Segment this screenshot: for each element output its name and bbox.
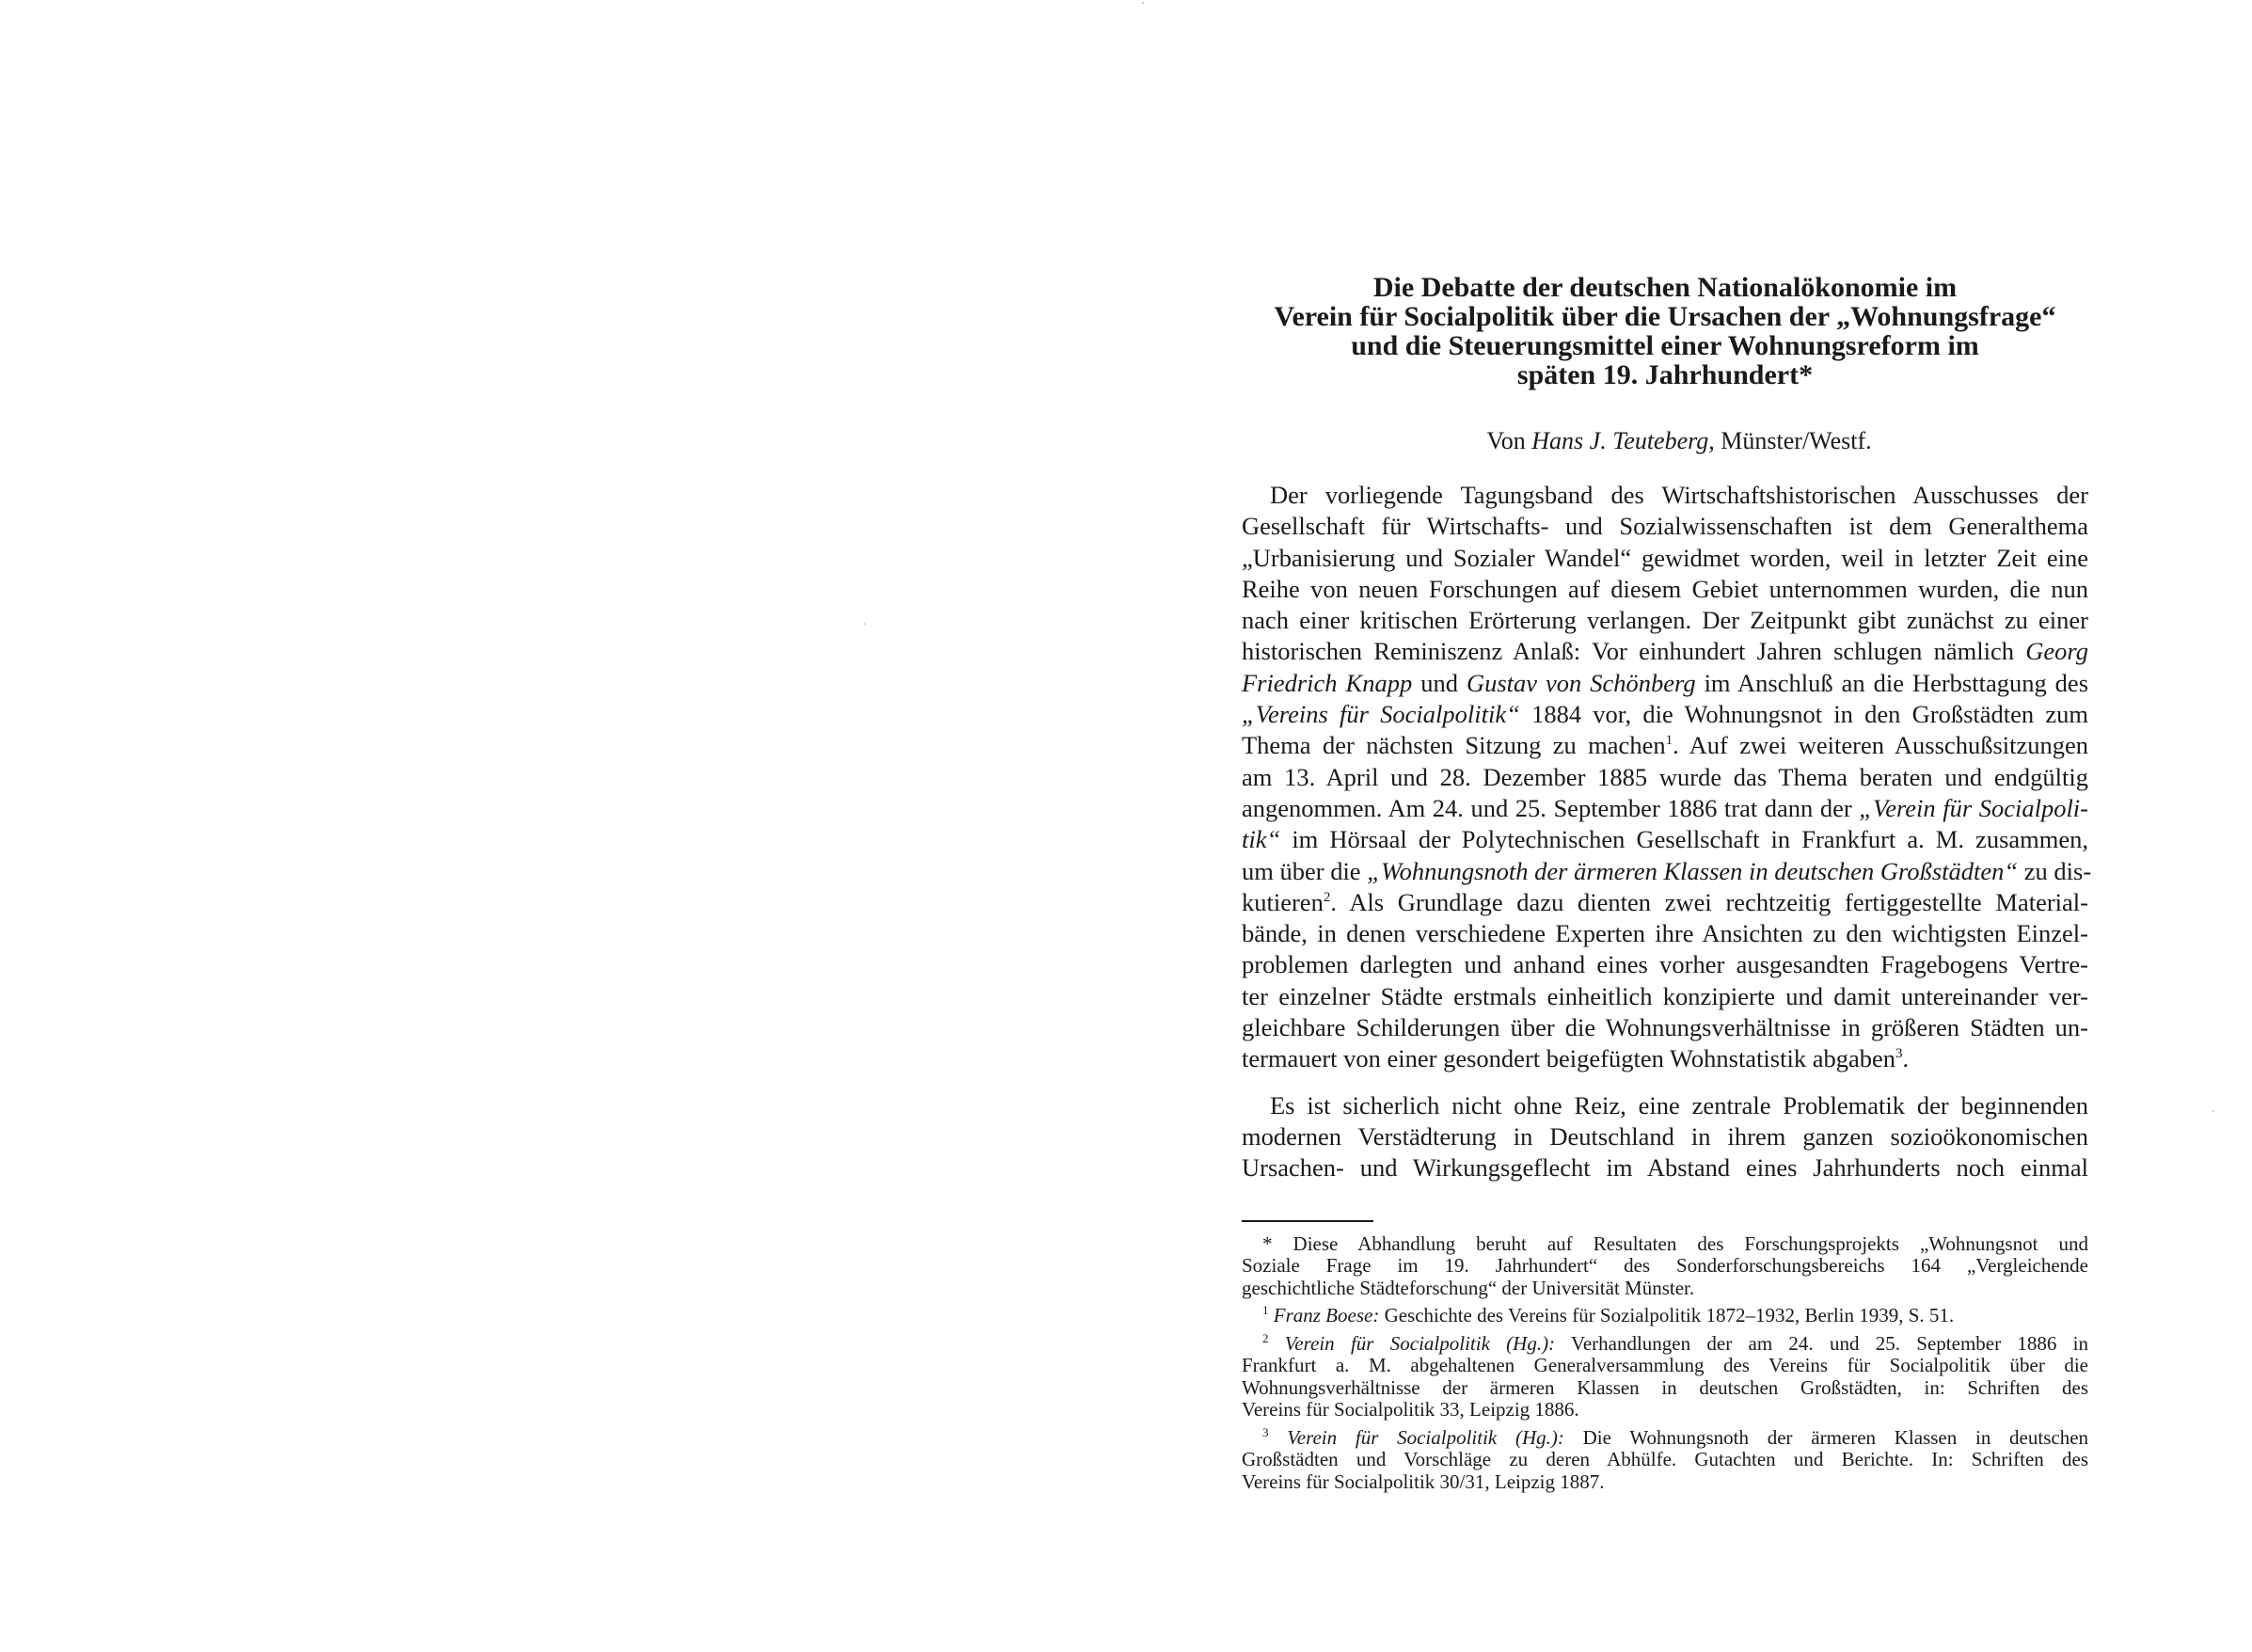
- footnote-author: Franz Boese:: [1273, 1304, 1380, 1327]
- footnote-line: Großstädten und Vorschläge zu deren Abhülfe. Gutachten und Berichte. In: Schriften des: [1242, 1448, 2088, 1471]
- footnote-mark: 1: [1262, 1303, 1269, 1318]
- footnote-2: [1242, 1330, 2088, 1422]
- text-line: gleichbare Schilderungen über die Wohnungsverhältnisse in größeren Städten un-: [1242, 1013, 2088, 1042]
- text-line: [1242, 668, 2088, 699]
- paragraph-2: [1242, 1090, 2088, 1184]
- text-line: [1242, 856, 2092, 887]
- footnote-line: [1242, 1330, 2088, 1356]
- article-title: [1242, 273, 2088, 389]
- text-line: problemen darlegten und anhand eines vorher ausgesandten Fragebogens Vertre-: [1242, 950, 2088, 979]
- footnote-line: * Diese Abhandlung beruht auf Resultaten des Forschungsprojekts „Wohnungsnot und: [1262, 1231, 2088, 1255]
- text-line: bände, in denen verschiedene Experten ihre Ansichten zu den wichtigsten Einzel-: [1242, 919, 2088, 948]
- footnote-text: Die Wohnungsnoth der ärmeren Klassen in deutschen: [1582, 1425, 2089, 1449]
- text-segment: historischen Reminiszenz Anlaß: Vor einhundert Jahren schlugen nämlich: [1242, 637, 2014, 666]
- footnote-line: [1242, 1305, 2088, 1327]
- footnote-mark: 2: [1262, 1330, 1269, 1345]
- text-line: am 13. April und 28. Dezember 1885 wurde das Thema beraten und endgültig: [1242, 762, 2088, 791]
- text-segment: kutieren: [1242, 887, 1324, 916]
- title-line: Die Debatte der deutschen Nationalökonomie im: [1372, 272, 1958, 303]
- footnote-text: Geschichte des Vereins für Sozialpolitik 1872–1932, Berlin 1939, S. 51.: [1384, 1304, 1955, 1327]
- text-line: modernen Verstädterung in Deutschland in ihrem ganzen sozioökonomischen: [1242, 1121, 2088, 1151]
- text-segment: termauert von einer gesondert beigefügten Wohnstatistik abgaben: [1242, 1044, 1895, 1073]
- footnote-divider: [1242, 1220, 1373, 1222]
- footnote-line: Frankfurt a. M. abgehaltenen Generalversammlung des Vereins für Socialpolitik über die: [1242, 1354, 2088, 1377]
- text-line: ter einzelner Städte erstmals einheitlich konzipierte und damit untereinander ver-: [1242, 981, 2088, 1010]
- title-line: späten 19. Jahrhundert*: [1516, 359, 1814, 390]
- italic-name: Gustav von Schönberg: [1466, 668, 1696, 697]
- title-line: und die Steuerungsmittel einer Wohnungsreform im: [1351, 330, 1979, 361]
- footnote-line: Wohnungsverhältnisse der ärmeren Klassen in deutschen Großstädten, in: Schriften des: [1242, 1375, 2088, 1399]
- text-segment: zu dis-: [2023, 856, 2092, 885]
- text-line: [1242, 636, 2088, 667]
- footnote-mark: 3: [1262, 1424, 1269, 1439]
- text-line: „Urbanisierung und Sozialer Wandel“ gewidmet worden, weil in letzter Zeit eine: [1242, 543, 2088, 572]
- footnote-3: [1242, 1424, 2089, 1494]
- scan-speck: [2212, 1110, 2214, 1112]
- scan-speck: [1142, 2, 1144, 4]
- text-segment: im Hörsaal der Polytechnischen Gesellschaft in Frankfurt a. M. zusammen,: [1292, 825, 2089, 854]
- byline-author: Hans J. Teuteberg,: [1531, 427, 1715, 454]
- text-segment: im Anschluß an die Herbsttagung des: [1704, 668, 2089, 697]
- text-line: [1242, 793, 2088, 824]
- footnote-ref: 3: [1895, 1046, 1903, 1062]
- italic-name: Friedrich Knapp: [1242, 668, 1413, 697]
- italic-name: Georg: [2025, 637, 2089, 666]
- text-segment: . Auf zwei weiteren Ausschußsitzungen: [1673, 731, 2089, 760]
- byline: [1242, 427, 2088, 455]
- text-segment: Thema der nächsten Sitzung zu machen: [1242, 731, 1666, 760]
- footnote-line: [1242, 1424, 2089, 1450]
- footnote-line: Vereins für Socialpolitik 30/31, Leipzig 1887.: [1242, 1469, 1605, 1493]
- right-page: [1242, 272, 2092, 1499]
- footnote-star: [1242, 1233, 2088, 1300]
- text-line: [1242, 824, 2088, 855]
- italic-name: tik“: [1242, 825, 1281, 854]
- byline-place: Münster/Westf.: [1721, 427, 1872, 454]
- footnote-line: Vereins für Socialpolitik 33, Leipzig 1886.: [1242, 1398, 1579, 1422]
- footnote-line: geschichtliche Städteforschung“ der Universität Münster.: [1242, 1276, 1695, 1299]
- text-segment: um über die: [1242, 856, 1361, 885]
- text-line: [1242, 887, 2088, 918]
- title-line: Verein für Socialpolitik über die Ursachen der „Wohnungsfrage“: [1274, 301, 2056, 332]
- footnote-author: Verein für Socialpolitik (Hg.):: [1284, 1331, 1556, 1355]
- text-line: nach einer kritischen Erörterung verlangen. Der Zeitpunkt gibt zunächst zu einer: [1242, 606, 2088, 635]
- text-segment: 1884 vor, die Wohnungsnot in den Großstädten zum: [1531, 700, 2088, 729]
- footnote-ref: 1: [1665, 733, 1673, 749]
- text-line: [1242, 730, 2088, 761]
- footnote-author: Verein für Socialpolitik (Hg.):: [1287, 1425, 1564, 1449]
- text-line: [1242, 1043, 2088, 1074]
- text-line: Der vorliegende Tagungsband des Wirtschaftshistorischen Ausschusses der: [1270, 481, 2088, 509]
- text-segment: angenommen. Am 24. und 25. September 1886 trat dann der: [1242, 793, 1852, 822]
- text-segment: . Als Grundlage dazu dienten zwei rechtzeitig fertiggestellte Material-: [1330, 887, 2088, 916]
- footnote-text: Verhandlungen der am 24. und 25. September 1886 in: [1570, 1331, 2088, 1355]
- footnote-1: [1242, 1305, 2088, 1327]
- footnote-ref: 2: [1323, 890, 1331, 906]
- text-line: Gesellschaft für Wirtschafts- und Sozialwissenschaften ist dem Generalthema: [1242, 512, 2088, 541]
- text-line: [1242, 699, 2088, 730]
- text-line: Ursachen- und Wirkungsgeflecht im Abstand eines Jahrhunderts noch einmal: [1242, 1153, 2088, 1183]
- byline-prefix: Von: [1486, 427, 1526, 454]
- text-segment: .: [1902, 1044, 1910, 1073]
- scan-speck: [864, 623, 865, 625]
- text-segment: und: [1420, 668, 1458, 697]
- text-line: Reihe von neuen Forschungen auf diesem Gebiet unternommen wurden, die nun: [1242, 574, 2088, 603]
- italic-name: „Verein für Socialpoli-: [1859, 793, 2088, 822]
- paragraph-1: [1242, 480, 2092, 1075]
- text-line: Es ist sicherlich nicht ohne Reiz, eine zentrale Problematik der beginnenden: [1270, 1090, 2088, 1120]
- italic-title: „Wohnungsnoth der ärmeren Klassen in deutschen Großstädten“: [1367, 856, 2019, 885]
- footnotes: [1242, 1233, 2088, 1494]
- footnote-line: Soziale Frage im 19. Jahrhundert“ des Sonderforschungsbereichs 164 „Vergleichende: [1242, 1254, 2088, 1278]
- italic-name: „Vereins für Socialpolitik“: [1242, 700, 1520, 729]
